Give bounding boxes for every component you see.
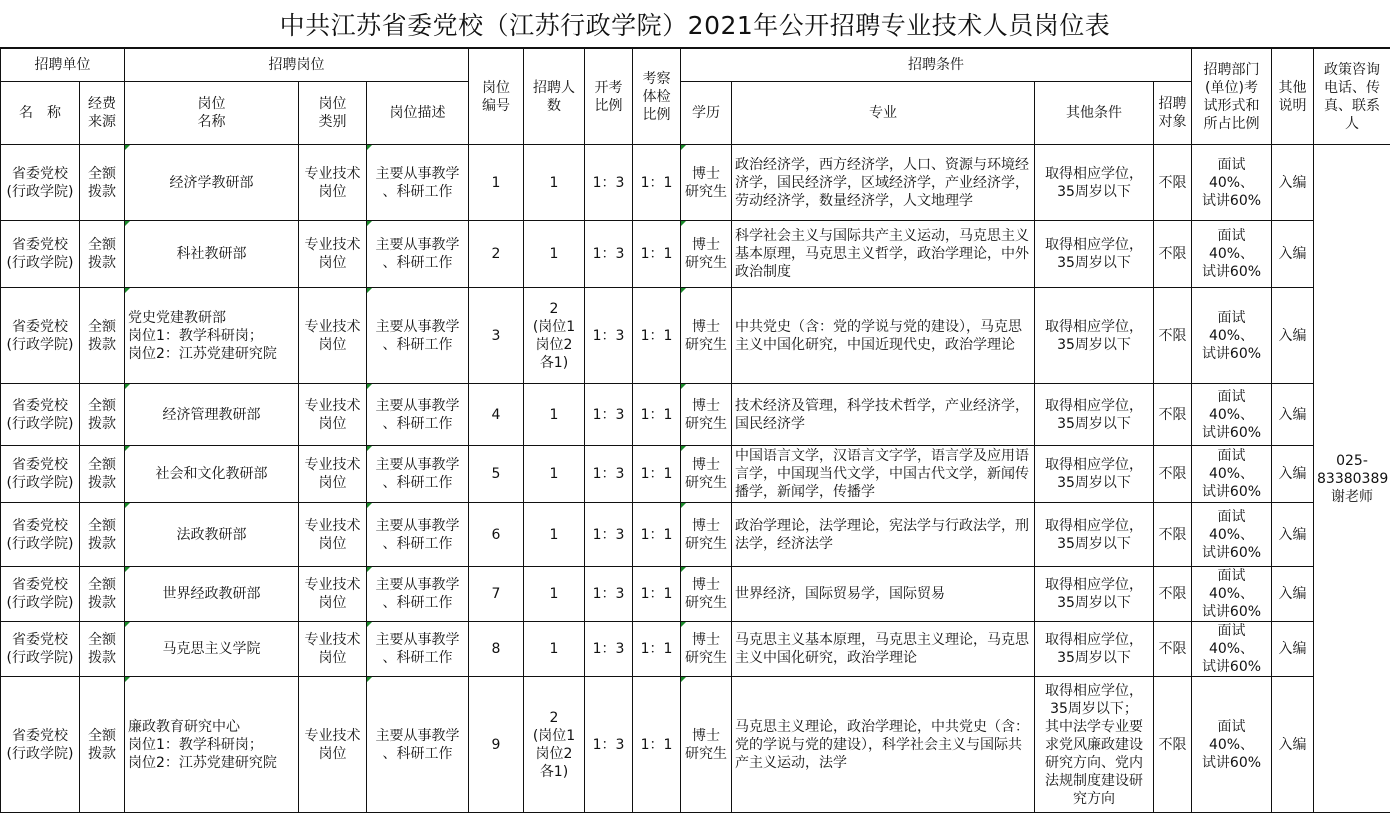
cell-post-type: 专业技术 岗位: [299, 677, 367, 813]
cell-exam-form: 面试40%、 试讲60%: [1192, 503, 1272, 567]
cell-major: 世界经济，国际贸易学，国际贸易: [732, 567, 1035, 622]
cell-other-conditions: 取得相应学位， 35周岁以下； 其中法学专业要 求党风廉政建设 研究方向、党内 法规制度建设研 究方向: [1035, 677, 1154, 813]
header-condition-group: 招聘条件: [681, 49, 1192, 82]
cell-check-ratio: 1：1: [633, 288, 681, 384]
cell-exam-form: 面试40%、 试讲60%: [1192, 446, 1272, 503]
cell-other-conditions: 取得相应学位， 35周岁以下: [1035, 622, 1154, 677]
cell-other-note: 入编: [1272, 677, 1314, 813]
cell-other-note: 入编: [1272, 288, 1314, 384]
cell-other-note: 入编: [1272, 221, 1314, 288]
cell-hire-count: 1: [524, 145, 585, 221]
cell-post-type: 专业技术 岗位: [299, 384, 367, 446]
cell-funding-source: 全额 拨款: [80, 446, 125, 503]
cell-exam-form: 面试40%、 试讲60%: [1192, 622, 1272, 677]
cell-post-description: 主要从事教学 、科研工作: [367, 221, 469, 288]
cell-exam-ratio: 1：3: [585, 503, 633, 567]
table-row: [1, 221, 1390, 288]
cell-other-note: 入编: [1272, 446, 1314, 503]
cell-major: 中国语言文学，汉语言文字学，语言学及应用语言学，中国现当代文学，中国古代文学，新闻传播学，新闻学，传播学: [732, 446, 1035, 503]
cell-post-name: 经济管理教研部: [125, 384, 299, 446]
cell-major: 科学社会主义与国际共产主义运动，马克思主义基本原理，马克思主义哲学，政治学理论，中外政治制度: [732, 221, 1035, 288]
cell-other-conditions: 取得相应学位， 35周岁以下: [1035, 145, 1154, 221]
cell-post-type: 专业技术 岗位: [299, 446, 367, 503]
cell-target: 不限: [1154, 221, 1192, 288]
cell-funding-source: 全额 拨款: [80, 145, 125, 221]
table-row: [1, 145, 1390, 221]
cell-target: 不限: [1154, 145, 1192, 221]
cell-post-description: 主要从事教学 、科研工作: [367, 384, 469, 446]
table-row: [1, 446, 1390, 503]
cell-major: 技术经济及管理，科学技术哲学，产业经济学，国民经济学: [732, 384, 1035, 446]
cell-check-ratio: 1：1: [633, 503, 681, 567]
cell-unit-name: 省委党校 (行政学院): [1, 221, 80, 288]
cell-funding-source: 全额 拨款: [80, 288, 125, 384]
cell-exam-ratio: 1：3: [585, 384, 633, 446]
header-exam-ratio: 开考 比例: [585, 49, 633, 145]
cell-post-name: 党史党建教研部 岗位1：教学科研岗； 岗位2：江苏党建研究院: [125, 288, 299, 384]
cell-post-number: 8: [469, 622, 524, 677]
table-row: [1, 622, 1390, 677]
cell-target: 不限: [1154, 677, 1192, 813]
cell-education: 博士 研究生: [681, 622, 732, 677]
cell-post-name: 法政教研部: [125, 503, 299, 567]
cell-exam-form: 面试40%、 试讲60%: [1192, 221, 1272, 288]
cell-post-description: 主要从事教学 、科研工作: [367, 622, 469, 677]
cell-check-ratio: 1：1: [633, 384, 681, 446]
cell-post-type: 专业技术 岗位: [299, 567, 367, 622]
header-other-conditions: 其他条件: [1035, 82, 1154, 145]
cell-post-description: 主要从事教学 、科研工作: [367, 145, 469, 221]
header-major: 专业: [732, 82, 1035, 145]
table-row: [1, 567, 1390, 622]
header-post-type: 岗位 类别: [299, 82, 367, 145]
cell-unit-name: 省委党校 (行政学院): [1, 677, 80, 813]
cell-hire-count: 1: [524, 503, 585, 567]
cell-check-ratio: 1：1: [633, 145, 681, 221]
cell-funding-source: 全额 拨款: [80, 503, 125, 567]
cell-post-number: 7: [469, 567, 524, 622]
cell-post-type: 专业技术 岗位: [299, 288, 367, 384]
cell-exam-ratio: 1：3: [585, 145, 633, 221]
cell-funding-source: 全额 拨款: [80, 384, 125, 446]
cell-other-note: 入编: [1272, 145, 1314, 221]
cell-exam-form: 面试40%、 试讲60%: [1192, 677, 1272, 813]
header-name: 名 称: [1, 82, 80, 145]
cell-target: 不限: [1154, 567, 1192, 622]
cell-major: 马克思主义基本原理，马克思主义理论，马克思主义中国化研究，政治学理论: [732, 622, 1035, 677]
cell-other-conditions: 取得相应学位， 35周岁以下: [1035, 503, 1154, 567]
cell-unit-name: 省委党校 (行政学院): [1, 288, 80, 384]
header-post-group: 招聘岗位: [125, 49, 469, 82]
cell-target: 不限: [1154, 503, 1192, 567]
cell-other-conditions: 取得相应学位， 35周岁以下: [1035, 567, 1154, 622]
cell-hire-count: 1: [524, 384, 585, 446]
cell-other-conditions: 取得相应学位， 35周岁以下: [1035, 446, 1154, 503]
header-post-name: 岗位 名称: [125, 82, 299, 145]
cell-exam-ratio: 1：3: [585, 622, 633, 677]
cell-unit-name: 省委党校 (行政学院): [1, 145, 80, 221]
header-unit-group: 招聘单位: [1, 49, 125, 82]
header-row-2: [1, 82, 1390, 145]
cell-hire-count: 1: [524, 622, 585, 677]
header-contact: 政策咨询 电话、传 真、联系 人: [1314, 49, 1390, 145]
cell-unit-name: 省委党校 (行政学院): [1, 567, 80, 622]
cell-exam-ratio: 1：3: [585, 221, 633, 288]
cell-post-name: 世界经政教研部: [125, 567, 299, 622]
cell-other-conditions: 取得相应学位， 35周岁以下: [1035, 221, 1154, 288]
cell-post-name: 经济学教研部: [125, 145, 299, 221]
cell-post-number: 4: [469, 384, 524, 446]
cell-major: 中共党史（含：党的学说与党的建设），马克思主义中国化研究，中国近现代史，政治学理论: [732, 288, 1035, 384]
header-target: 招聘 对象: [1154, 82, 1192, 145]
cell-exam-ratio: 1：3: [585, 677, 633, 813]
cell-post-number: 6: [469, 503, 524, 567]
header-check-ratio: 考察 体检 比例: [633, 49, 681, 145]
table-row: [1, 288, 1390, 384]
cell-post-name: 科社教研部: [125, 221, 299, 288]
cell-post-description: 主要从事教学 、科研工作: [367, 677, 469, 813]
header-row-1: [1, 49, 1390, 82]
cell-post-name: 马克思主义学院: [125, 622, 299, 677]
cell-education: 博士 研究生: [681, 145, 732, 221]
cell-major: 政治经济学，西方经济学，人口、资源与环境经济学，国民经济学，区域经济学，产业经济学，劳动经济学，数量经济学，人文地理学: [732, 145, 1035, 221]
cell-other-note: 入编: [1272, 503, 1314, 567]
cell-post-description: 主要从事教学 、科研工作: [367, 503, 469, 567]
cell-education: 博士 研究生: [681, 567, 732, 622]
header-post-desc: 岗位描述: [367, 82, 469, 145]
cell-major: 政治学理论，法学理论，宪法学与行政法学，刑法学，经济法学: [732, 503, 1035, 567]
header-hire-count: 招聘人 数: [524, 49, 585, 145]
cell-unit-name: 省委党校 (行政学院): [1, 622, 80, 677]
cell-unit-name: 省委党校 (行政学院): [1, 446, 80, 503]
cell-education: 博士 研究生: [681, 503, 732, 567]
table-row: [1, 384, 1390, 446]
cell-hire-count: 2 (岗位1 岗位2 各1): [524, 677, 585, 813]
cell-post-type: 专业技术 岗位: [299, 221, 367, 288]
cell-target: 不限: [1154, 622, 1192, 677]
cell-check-ratio: 1：1: [633, 446, 681, 503]
cell-education: 博士 研究生: [681, 221, 732, 288]
cell-post-number: 1: [469, 145, 524, 221]
cell-other-conditions: 取得相应学位， 35周岁以下: [1035, 288, 1154, 384]
cell-hire-count: 2 (岗位1 岗位2 各1): [524, 288, 585, 384]
cell-target: 不限: [1154, 288, 1192, 384]
header-post-no: 岗位 编号: [469, 49, 524, 145]
cell-post-number: 2: [469, 221, 524, 288]
cell-exam-form: 面试40%、 试讲60%: [1192, 567, 1272, 622]
header-education: 学历: [681, 82, 732, 145]
cell-other-conditions: 取得相应学位， 35周岁以下: [1035, 384, 1154, 446]
cell-major: 马克思主义理论，政治学理论，中共党史（含：党的学说与党的建设），科学社会主义与国际共产主义运动，法学: [732, 677, 1035, 813]
cell-post-type: 专业技术 岗位: [299, 145, 367, 221]
cell-hire-count: 1: [524, 446, 585, 503]
table-row: [1, 503, 1390, 567]
cell-post-number: 9: [469, 677, 524, 813]
header-other-note: 其他 说明: [1272, 49, 1314, 145]
cell-post-name: 廉政教育研究中心 岗位1：教学科研岗； 岗位2：江苏党建研究院: [125, 677, 299, 813]
cell-funding-source: 全额 拨款: [80, 622, 125, 677]
cell-exam-ratio: 1：3: [585, 288, 633, 384]
cell-post-description: 主要从事教学 、科研工作: [367, 446, 469, 503]
recruitment-table: [0, 48, 1390, 813]
cell-check-ratio: 1：1: [633, 677, 681, 813]
cell-post-description: 主要从事教学 、科研工作: [367, 288, 469, 384]
table-row: [1, 677, 1390, 813]
cell-post-description: 主要从事教学 、科研工作: [367, 567, 469, 622]
contact-cell: 025- 83380389 谢老师: [1314, 145, 1390, 813]
cell-other-note: 入编: [1272, 622, 1314, 677]
cell-funding-source: 全额 拨款: [80, 221, 125, 288]
cell-education: 博士 研究生: [681, 384, 732, 446]
cell-education: 博士 研究生: [681, 288, 732, 384]
cell-target: 不限: [1154, 384, 1192, 446]
cell-check-ratio: 1：1: [633, 567, 681, 622]
cell-other-note: 入编: [1272, 384, 1314, 446]
cell-other-note: 入编: [1272, 567, 1314, 622]
cell-education: 博士 研究生: [681, 677, 732, 813]
cell-post-number: 5: [469, 446, 524, 503]
cell-funding-source: 全额 拨款: [80, 677, 125, 813]
cell-funding-source: 全额 拨款: [80, 567, 125, 622]
header-funding: 经费 来源: [80, 82, 125, 145]
cell-exam-form: 面试40%、 试讲60%: [1192, 145, 1272, 221]
cell-exam-form: 面试40%、 试讲60%: [1192, 288, 1272, 384]
cell-post-number: 3: [469, 288, 524, 384]
cell-education: 博士 研究生: [681, 446, 732, 503]
cell-exam-ratio: 1：3: [585, 567, 633, 622]
cell-post-type: 专业技术 岗位: [299, 622, 367, 677]
cell-check-ratio: 1：1: [633, 221, 681, 288]
cell-exam-form: 面试40%、 试讲60%: [1192, 384, 1272, 446]
cell-post-name: 社会和文化教研部: [125, 446, 299, 503]
cell-post-type: 专业技术 岗位: [299, 503, 367, 567]
cell-check-ratio: 1：1: [633, 622, 681, 677]
cell-unit-name: 省委党校 (行政学院): [1, 384, 80, 446]
header-dept-exam-form: 招聘部门 (单位)考 试形式和 所占比例: [1192, 49, 1272, 145]
cell-exam-ratio: 1：3: [585, 446, 633, 503]
cell-hire-count: 1: [524, 567, 585, 622]
cell-unit-name: 省委党校 (行政学院): [1, 503, 80, 567]
cell-target: 不限: [1154, 446, 1192, 503]
page-title: 中共江苏省委党校（江苏行政学院）2021年公开招聘专业技术人员岗位表: [0, 0, 1390, 48]
cell-hire-count: 1: [524, 221, 585, 288]
